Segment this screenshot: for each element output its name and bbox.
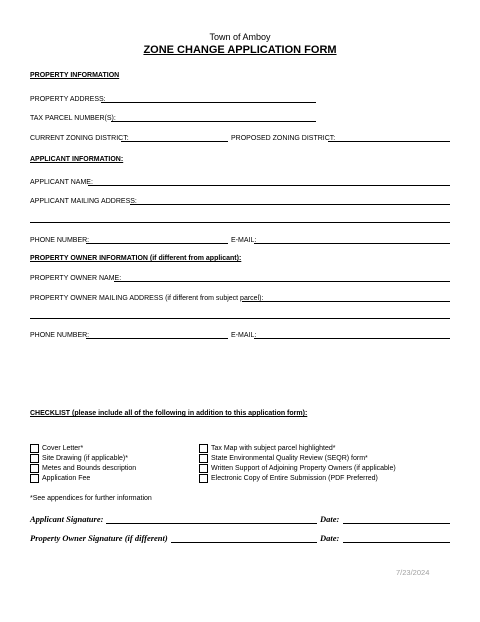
applicant-phone-label: PHONE NUMBER: bbox=[30, 237, 90, 244]
owner-signature-field[interactable] bbox=[171, 542, 317, 543]
checklist-item-cover-letter: Cover Letter* bbox=[42, 445, 84, 452]
owner-date-field[interactable] bbox=[343, 542, 450, 543]
tax-parcel-field[interactable] bbox=[111, 121, 316, 122]
checklist-item-tax-map: Tax Map with subject parcel highlighted* bbox=[211, 445, 336, 452]
applicant-date-field[interactable] bbox=[343, 523, 450, 524]
checkbox-metes-bounds[interactable] bbox=[30, 464, 39, 473]
checkbox-cover-letter[interactable] bbox=[30, 444, 39, 453]
checkbox-written-support[interactable] bbox=[199, 464, 208, 473]
proposed-zoning-field[interactable] bbox=[328, 141, 450, 142]
checkbox-tax-map[interactable] bbox=[199, 444, 208, 453]
property-address-label: PROPERTY ADDRESS: bbox=[30, 96, 106, 103]
applicant-mailing-field-2[interactable] bbox=[30, 222, 450, 223]
property-address-field[interactable] bbox=[101, 102, 316, 103]
checklist-item-seqr-form: State Environmental Quality Review (SEQR) form* bbox=[211, 455, 368, 462]
checkbox-electronic-copy[interactable] bbox=[199, 474, 208, 483]
owner-name-field[interactable] bbox=[114, 281, 450, 282]
applicant-name-field[interactable] bbox=[88, 185, 450, 186]
checklist-item-electronic-copy: Electronic Copy of Entire Submission (PDF Preferred) bbox=[211, 475, 378, 482]
owner-mailing-field-2[interactable] bbox=[30, 318, 450, 319]
current-zoning-field[interactable] bbox=[121, 141, 228, 142]
applicant-phone-field[interactable] bbox=[86, 243, 228, 244]
applicant-name-label: APPLICANT NAME: bbox=[30, 179, 93, 186]
checklist-item-application-fee: Application Fee bbox=[42, 475, 91, 482]
applicant-mailing-label: APPLICANT MAILING ADDRESS: bbox=[30, 198, 137, 205]
owner-signature-label: Property Owner Signature (if different) bbox=[30, 533, 168, 543]
owner-info-heading: PROPERTY OWNER INFORMATION (if different from applicant): bbox=[30, 255, 242, 262]
owner-name-label: PROPERTY OWNER NAME: bbox=[30, 275, 122, 282]
applicant-signature-label: Applicant Signature: bbox=[30, 514, 104, 524]
town-name: Town of Amboy bbox=[209, 32, 271, 42]
owner-email-label: E-MAIL: bbox=[231, 332, 257, 339]
proposed-zoning-label: PROPOSED ZONING DISTRICT: bbox=[231, 135, 336, 142]
checkbox-application-fee[interactable] bbox=[30, 474, 39, 483]
property-info-heading: PROPERTY INFORMATION bbox=[30, 72, 120, 79]
checklist-heading: CHECKLIST (please include all of the following in addition to this application form): bbox=[30, 410, 308, 417]
checklist-item-metes-bounds: Metes and Bounds description bbox=[42, 465, 137, 472]
footer-date: 7/23/2024 bbox=[396, 568, 430, 577]
applicant-signature-field[interactable] bbox=[106, 523, 317, 524]
checkbox-seqr-form[interactable] bbox=[199, 454, 208, 463]
applicant-email-label: E-MAIL: bbox=[231, 237, 257, 244]
checklist-footnote: *See appendices for further information bbox=[30, 495, 152, 502]
checkbox-site-drawing[interactable] bbox=[30, 454, 39, 463]
checklist-item-written-support: Written Support of Adjoining Property Owners (if applicable) bbox=[211, 465, 396, 472]
applicant-mailing-field[interactable] bbox=[130, 204, 450, 205]
checklist-item-site-drawing: Site Drawing (if applicable)* bbox=[42, 455, 128, 462]
owner-phone-label: PHONE NUMBER: bbox=[30, 332, 90, 339]
applicant-email-field[interactable] bbox=[254, 243, 450, 244]
owner-email-field[interactable] bbox=[254, 338, 450, 339]
applicant-date-label: Date: bbox=[320, 514, 340, 524]
applicant-info-heading: APPLICANT INFORMATION: bbox=[30, 156, 124, 163]
owner-mailing-field[interactable] bbox=[242, 301, 450, 302]
form-title: ZONE CHANGE APPLICATION FORM bbox=[143, 44, 337, 56]
current-zoning-label: CURRENT ZONING DISTRICT: bbox=[30, 135, 129, 142]
owner-mailing-label: PROPERTY OWNER MAILING ADDRESS (if different from subject parcel): bbox=[30, 295, 264, 302]
owner-phone-field[interactable] bbox=[86, 338, 228, 339]
tax-parcel-label: TAX PARCEL NUMBER(S): bbox=[30, 115, 116, 122]
owner-date-label: Date: bbox=[320, 533, 340, 543]
